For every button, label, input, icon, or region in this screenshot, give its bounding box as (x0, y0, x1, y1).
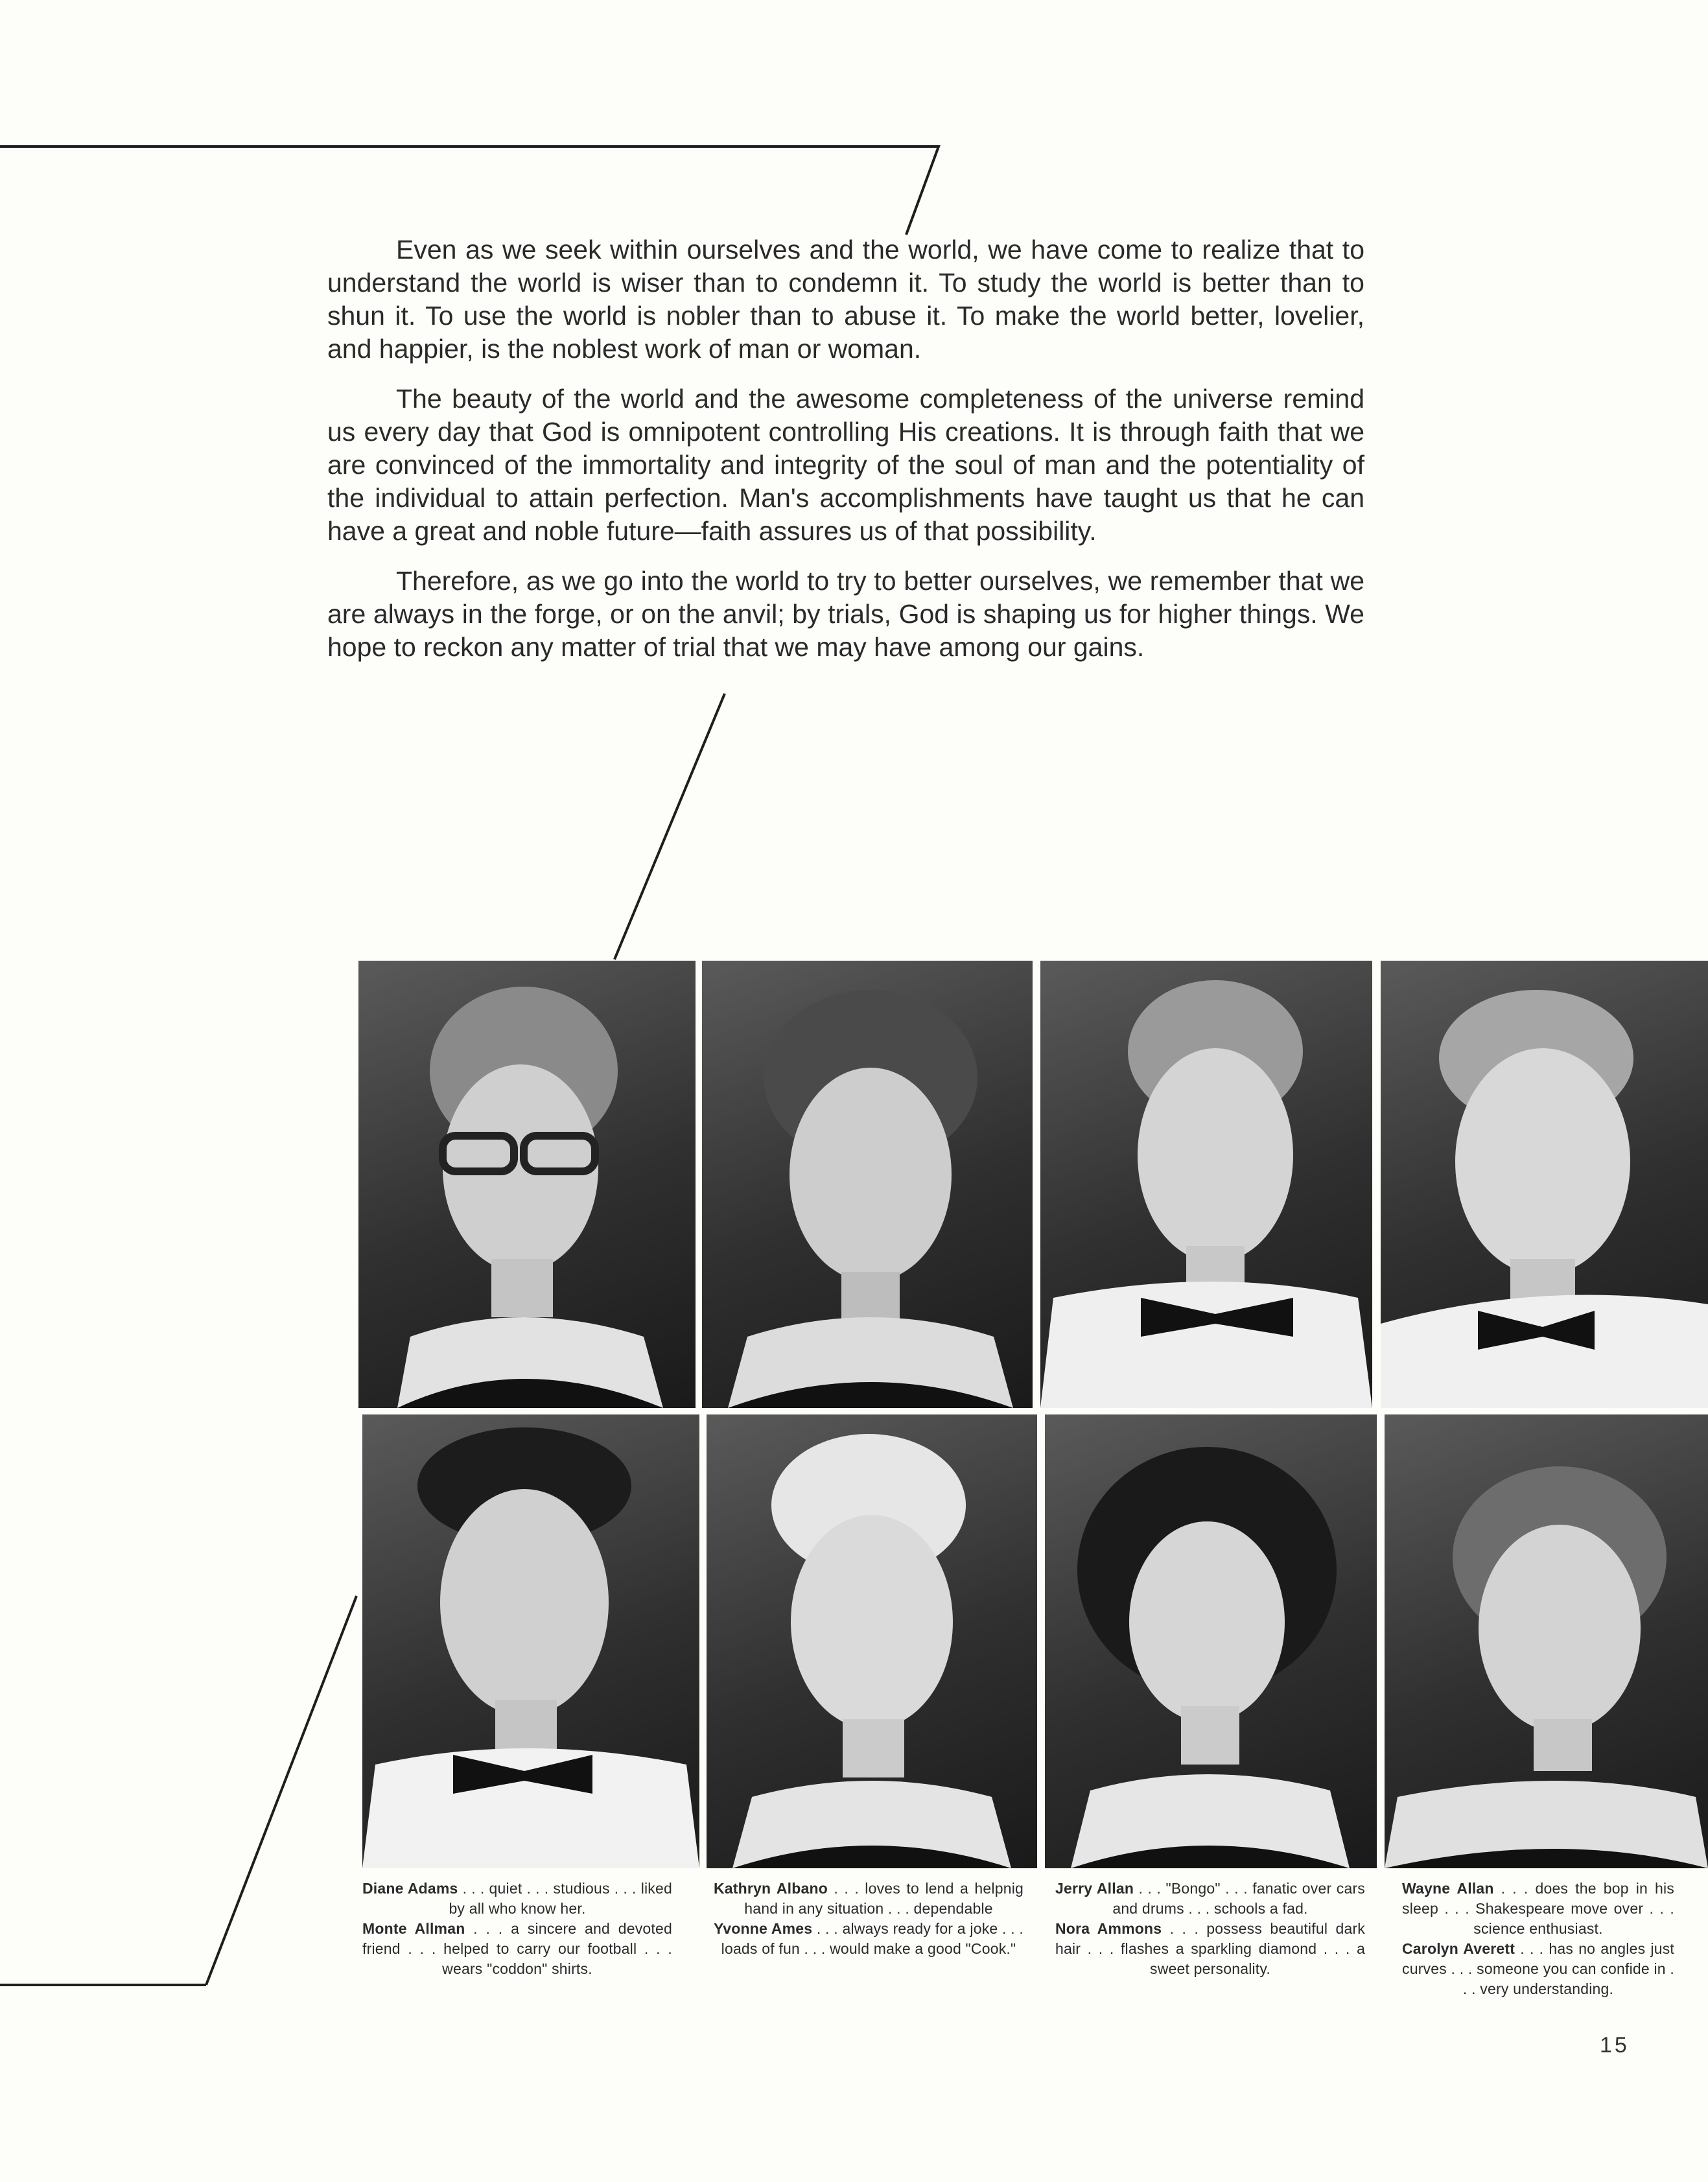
caption-entry (362, 1919, 672, 1979)
portrait-photo (1045, 1414, 1377, 1868)
student-name: Carolyn Averett (1402, 1940, 1515, 1957)
student-name: Nora Ammons (1055, 1920, 1162, 1937)
student-name: Kathryn Albano (714, 1880, 828, 1897)
portrait-photo (1040, 961, 1372, 1408)
student-description: . . . always ready for a joke . . . loads of fun . . . would make a good "Cook." (721, 1920, 1024, 1957)
senior-caption (1055, 1879, 1365, 1979)
student-name: Wayne Allan (1402, 1880, 1494, 1897)
caption-entry (362, 1879, 672, 1919)
student-description: . . . quiet . . . studious . . . liked by all who know her. (449, 1880, 672, 1917)
caption-entry (1055, 1879, 1365, 1919)
caption-entry (714, 1919, 1024, 1959)
senior-caption (714, 1879, 1024, 1959)
caption-entry (714, 1879, 1024, 1919)
senior-caption (1402, 1879, 1674, 1999)
student-description: . . . does the bop in his sleep . . . Shakespeare move over . . . science enthusiast. (1402, 1880, 1674, 1937)
student-name: Yvonne Ames (714, 1920, 813, 1937)
student-name: Diane Adams (362, 1880, 458, 1897)
student-name: Monte Allman (362, 1920, 465, 1937)
intro-paragraph: The beauty of the world and the awesome completeness of the universe remind us every day that God is omnipotent controlling His creations. It is through faith that we are convinced of the immortality and integrity of the soul of man and the potentiality of the individual to attain perfection. Man's accomplishments have taught us that he can have a great and noble future—faith assures us of that possibility. (327, 384, 1364, 546)
intro-paragraph: Therefore, as we go into the world to try to better ourselves, we remember that we are always in the forge, or on the anvil; by trials, God is shaping us for higher things. We hope to reckon any matter of trial that we may have among our gains. (327, 566, 1364, 662)
page-number: 15 (1600, 2033, 1630, 2058)
portrait-photo (707, 1414, 1037, 1868)
caption-entry (1402, 1939, 1674, 1999)
senior-caption (362, 1879, 672, 1979)
intro-essay (327, 233, 1364, 681)
student-description: . . . loves to lend a helpnig hand in any situation . . . dependable (744, 1880, 1024, 1917)
intro-paragraph: Even as we seek within ourselves and the world, we have come to realize that to understand the world is wiser than to condemn it. To study the world is better than to shun it. To use the world is nobler than to abuse it. To make the world better, lovelier, and happier, is the noblest work of man or woman. (327, 235, 1364, 364)
portrait-photo (358, 961, 696, 1408)
caption-entry (1055, 1919, 1365, 1979)
portrait-photo (1385, 1414, 1708, 1868)
caption-entry (1402, 1879, 1674, 1939)
portrait-photo (1381, 961, 1708, 1408)
portrait-photo (362, 1414, 699, 1868)
student-description: . . . possess beautiful dark hair . . . flashes a sparkling diamond . . . a sweet personality. (1055, 1920, 1365, 1977)
student-description: . . . has no angles just curves . . . someone you can confide in . . . very understanding. (1402, 1940, 1674, 1997)
student-name: Jerry Allan (1055, 1880, 1134, 1897)
student-description: . . . "Bongo" . . . fanatic over cars and drums . . . schools a fad. (1112, 1880, 1365, 1917)
portrait-photo (702, 961, 1033, 1408)
student-description: . . . a sincere and devoted friend . . . helped to carry our football . . . wears "coddon" shirts. (362, 1920, 672, 1977)
